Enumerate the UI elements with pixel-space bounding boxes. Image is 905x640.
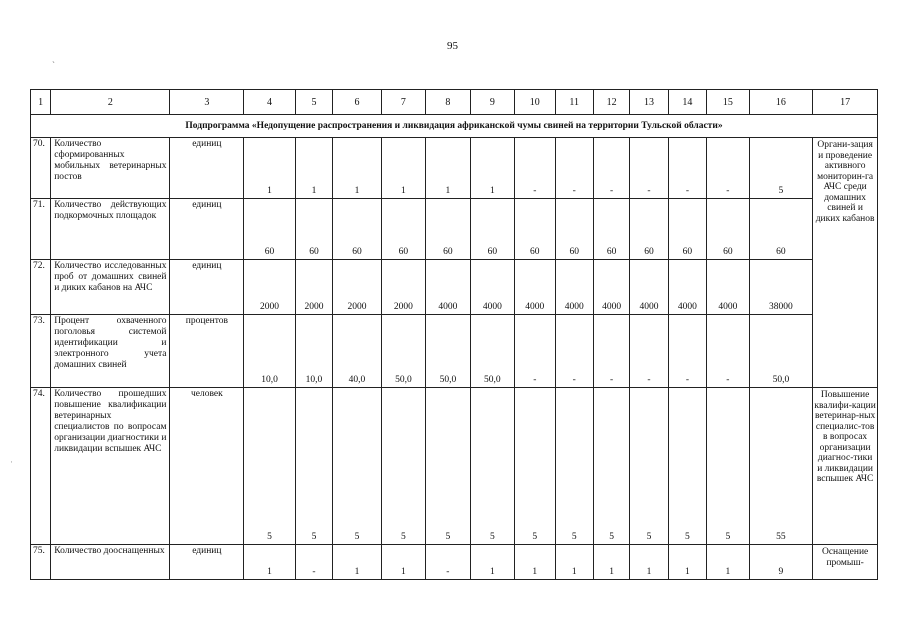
table-row — [31, 138, 878, 199]
value-cell: 4000 — [470, 260, 514, 315]
table-row — [31, 388, 878, 545]
column-header-row — [31, 90, 878, 115]
value-cell: 4000 — [630, 260, 668, 315]
value-cell: 60 — [515, 199, 555, 260]
value-cell: 60 — [381, 199, 425, 260]
value-cell: 4000 — [668, 260, 706, 315]
value-cell: 4000 — [707, 260, 749, 315]
table-row — [31, 545, 878, 580]
value-cell: 1 — [381, 138, 425, 199]
column-header-11: 11 — [555, 90, 593, 115]
value-cell: 4000 — [555, 260, 593, 315]
value-cell: 55 — [749, 388, 813, 545]
value-cell: 60 — [470, 199, 514, 260]
value-cell: 1 — [333, 138, 382, 199]
value-cell: 50,0 — [749, 315, 813, 388]
value-cell: 1 — [295, 138, 332, 199]
value-cell: 60 — [333, 199, 382, 260]
value-cell: 10,0 — [295, 315, 332, 388]
column-header-5: 5 — [295, 90, 332, 115]
value-cell: 5 — [749, 138, 813, 199]
value-cell: 1 — [630, 545, 668, 580]
value-cell: 60 — [426, 199, 470, 260]
table-row — [31, 260, 878, 315]
value-cell: 10,0 — [244, 315, 296, 388]
value-cell: 5 — [668, 388, 706, 545]
value-cell: - — [630, 138, 668, 199]
value-cell: 60 — [668, 199, 706, 260]
page-number: 95 — [447, 40, 458, 52]
column-header-6: 6 — [333, 90, 382, 115]
unit-of-measure: единиц — [170, 199, 244, 260]
unit-of-measure: единиц — [170, 545, 244, 580]
unit-of-measure: процентов — [170, 315, 244, 388]
scan-speck: ` — [52, 60, 55, 70]
row-number: 74. — [31, 388, 51, 545]
value-cell: - — [593, 315, 629, 388]
subprogram-row — [31, 115, 878, 138]
value-cell: 60 — [244, 199, 296, 260]
column-header-16: 16 — [749, 90, 813, 115]
value-cell: - — [515, 138, 555, 199]
row-number: 72. — [31, 260, 51, 315]
value-cell: 5 — [593, 388, 629, 545]
column-header-12: 12 — [593, 90, 629, 115]
subprogram-title: Подпрограмма «Недопущение распространения и ликвидация африканской чумы свиней на территории Тульской области» — [31, 115, 878, 138]
value-cell: - — [555, 138, 593, 199]
table-row — [31, 199, 878, 260]
value-cell: 5 — [707, 388, 749, 545]
column-header-3: 3 — [170, 90, 244, 115]
value-cell: 1 — [244, 545, 296, 580]
scan-speck: · — [10, 457, 13, 467]
row-number: 73. — [31, 315, 51, 388]
value-cell: - — [707, 315, 749, 388]
indicator-name: Количество действующих подкормочных площадок — [51, 199, 170, 260]
table-row — [31, 315, 878, 388]
value-cell: 1 — [555, 545, 593, 580]
indicator-name: Количество сформированных мобильных ветеринарных постов — [51, 138, 170, 199]
value-cell: 1 — [426, 138, 470, 199]
value-cell: 1 — [515, 545, 555, 580]
value-cell: - — [295, 545, 332, 580]
indicators-table — [30, 89, 878, 580]
value-cell: 1 — [470, 138, 514, 199]
value-cell: 5 — [381, 388, 425, 545]
value-cell: - — [555, 315, 593, 388]
column-header-17: 17 — [813, 90, 878, 115]
unit-of-measure: единиц — [170, 138, 244, 199]
value-cell: - — [707, 138, 749, 199]
value-cell: 60 — [707, 199, 749, 260]
value-cell: 2000 — [381, 260, 425, 315]
value-cell: 1 — [668, 545, 706, 580]
value-cell: 60 — [749, 199, 813, 260]
value-cell: 50,0 — [470, 315, 514, 388]
column-header-14: 14 — [668, 90, 706, 115]
value-cell: - — [630, 315, 668, 388]
value-cell: 1 — [333, 545, 382, 580]
note-monitoring: Органи-зация и проведение активного мониторин-га АЧС среди домашних свиней и диких кабанов — [813, 138, 878, 388]
value-cell: 38000 — [749, 260, 813, 315]
value-cell: 60 — [555, 199, 593, 260]
value-cell: 1 — [593, 545, 629, 580]
value-cell: 2000 — [244, 260, 296, 315]
row-number: 75. — [31, 545, 51, 580]
value-cell: 50,0 — [381, 315, 425, 388]
value-cell: 60 — [630, 199, 668, 260]
value-cell: - — [668, 138, 706, 199]
indicator-name: Количество прошедших повышение квалификации ветеринарных специалистов по вопросам организации диагностики и ликвидации вспышек АЧС — [51, 388, 170, 545]
unit-of-measure: человек — [170, 388, 244, 545]
value-cell: 5 — [470, 388, 514, 545]
column-header-2: 2 — [51, 90, 170, 115]
column-header-7: 7 — [381, 90, 425, 115]
value-cell: 2000 — [333, 260, 382, 315]
column-header-4: 4 — [244, 90, 296, 115]
value-cell: 40,0 — [333, 315, 382, 388]
indicator-name: Процент охваченного поголовья системой идентификации и электронного учета домашних свиней — [51, 315, 170, 388]
value-cell: 5 — [555, 388, 593, 545]
value-cell: 4000 — [426, 260, 470, 315]
column-header-9: 9 — [470, 90, 514, 115]
value-cell: 4000 — [593, 260, 629, 315]
value-cell: 9 — [749, 545, 813, 580]
value-cell: 1 — [470, 545, 514, 580]
value-cell: 1 — [381, 545, 425, 580]
row-number: 70. — [31, 138, 51, 199]
value-cell: 50,0 — [426, 315, 470, 388]
column-header-15: 15 — [707, 90, 749, 115]
unit-of-measure: единиц — [170, 260, 244, 315]
value-cell: 5 — [426, 388, 470, 545]
note-qualification: Повышение квалифи-кации ветеринар-ных специалис-тов в вопросах организации диагнос-тики и ликвидации вспышек АЧС — [813, 388, 878, 545]
value-cell: 60 — [295, 199, 332, 260]
value-cell: 5 — [630, 388, 668, 545]
value-cell: - — [593, 138, 629, 199]
value-cell: 4000 — [515, 260, 555, 315]
indicator-name: Количество исследованных проб от домашних свиней и диких кабанов на АЧС — [51, 260, 170, 315]
indicator-name: Количество дооснащенных — [51, 545, 170, 580]
value-cell: - — [515, 315, 555, 388]
value-cell: 5 — [295, 388, 332, 545]
column-header-13: 13 — [630, 90, 668, 115]
value-cell: 5 — [515, 388, 555, 545]
value-cell: 60 — [593, 199, 629, 260]
row-number: 71. — [31, 199, 51, 260]
value-cell: 1 — [244, 138, 296, 199]
value-cell: 5 — [333, 388, 382, 545]
value-cell: 1 — [707, 545, 749, 580]
column-header-1: 1 — [31, 90, 51, 115]
column-header-10: 10 — [515, 90, 555, 115]
column-header-8: 8 — [426, 90, 470, 115]
value-cell: 5 — [244, 388, 296, 545]
value-cell: 2000 — [295, 260, 332, 315]
note-equipment: Оснащение промыш- — [813, 545, 878, 580]
value-cell: - — [668, 315, 706, 388]
value-cell: - — [426, 545, 470, 580]
